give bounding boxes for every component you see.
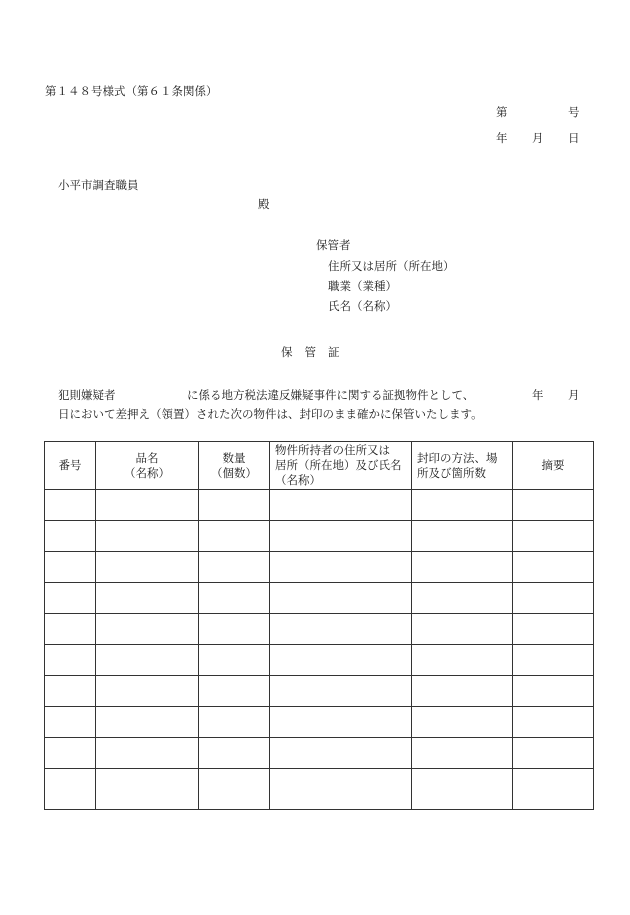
form-number: 第１４８号様式（第６１条関係）	[45, 84, 218, 98]
column-header-quantity: 数量 （個数）	[199, 442, 270, 490]
cell-owner	[270, 490, 412, 521]
table-body	[45, 490, 594, 810]
cell-item-name	[96, 769, 199, 810]
body-text-line1: に係る地方税法違反嫌疑事件に関する証拠物件として、	[187, 388, 475, 402]
cell-number	[45, 490, 96, 521]
document-title-char: 証	[328, 345, 342, 359]
column-header-seal-method: 封印の方法、場 所及び箇所数	[412, 442, 513, 490]
cell-number	[45, 645, 96, 676]
body-month-label: 月	[568, 388, 580, 402]
cell-quantity	[199, 769, 270, 810]
cell-quantity	[199, 552, 270, 583]
cell-number	[45, 738, 96, 769]
cell-item-name	[96, 614, 199, 645]
document-number-prefix: 第	[496, 105, 508, 119]
suspect-label: 犯則嫌疑者	[58, 388, 116, 402]
cell-remarks	[513, 583, 594, 614]
document-number-suffix: 号	[568, 105, 580, 119]
date-month-label: 月	[532, 131, 544, 145]
cell-owner	[270, 738, 412, 769]
cell-remarks	[513, 738, 594, 769]
cell-owner	[270, 552, 412, 583]
cell-owner	[270, 769, 412, 810]
cell-owner	[270, 614, 412, 645]
evidence-table	[44, 441, 594, 810]
cell-remarks	[513, 707, 594, 738]
date-day-label: 日	[568, 131, 580, 145]
cell-remarks	[513, 645, 594, 676]
document-title	[281, 347, 342, 359]
cell-seal-method	[412, 769, 513, 810]
honorific: 殿	[258, 197, 270, 211]
cell-remarks	[513, 490, 594, 521]
cell-item-name	[96, 552, 199, 583]
cell-number	[45, 583, 96, 614]
addressee: 小平市調査職員	[58, 178, 139, 192]
table-row	[45, 552, 594, 583]
cell-number	[45, 614, 96, 645]
cell-item-name	[96, 521, 199, 552]
custodian-name-label: 氏名（名称）	[328, 299, 397, 313]
cell-quantity	[199, 738, 270, 769]
cell-quantity	[199, 490, 270, 521]
column-header-item-name: 品名 （名称）	[96, 442, 199, 490]
cell-item-name	[96, 676, 199, 707]
cell-owner	[270, 676, 412, 707]
cell-quantity	[199, 614, 270, 645]
table-row	[45, 521, 594, 552]
cell-item-name	[96, 490, 199, 521]
cell-remarks	[513, 676, 594, 707]
custodian-occupation-label: 職業（業種）	[328, 279, 397, 293]
cell-owner	[270, 521, 412, 552]
cell-seal-method	[412, 552, 513, 583]
cell-remarks	[513, 521, 594, 552]
cell-seal-method	[412, 521, 513, 552]
date-year-label: 年	[496, 131, 508, 145]
cell-seal-method	[412, 707, 513, 738]
cell-number	[45, 707, 96, 738]
column-header-remarks: 摘要	[513, 442, 594, 490]
table-row	[45, 676, 594, 707]
cell-quantity	[199, 583, 270, 614]
cell-quantity	[199, 676, 270, 707]
cell-owner	[270, 645, 412, 676]
cell-remarks	[513, 614, 594, 645]
cell-number	[45, 676, 96, 707]
column-header-number: 番号	[45, 442, 96, 490]
cell-quantity	[199, 645, 270, 676]
body-year-label: 年	[532, 388, 544, 402]
cell-quantity	[199, 521, 270, 552]
cell-remarks	[513, 769, 594, 810]
cell-seal-method	[412, 583, 513, 614]
document-title-char: 保	[281, 345, 295, 359]
cell-number	[45, 769, 96, 810]
cell-seal-method	[412, 614, 513, 645]
cell-remarks	[513, 552, 594, 583]
cell-item-name	[96, 583, 199, 614]
cell-owner	[270, 583, 412, 614]
table-row	[45, 583, 594, 614]
table-row	[45, 645, 594, 676]
table-row	[45, 738, 594, 769]
document-title-char: 管	[304, 345, 318, 359]
cell-number	[45, 552, 96, 583]
cell-item-name	[96, 738, 199, 769]
cell-owner	[270, 707, 412, 738]
custodian-title: 保管者	[316, 238, 351, 252]
cell-number	[45, 521, 96, 552]
table-row	[45, 707, 594, 738]
custodian-address-label: 住所又は居所（所在地）	[328, 259, 455, 273]
cell-item-name	[96, 645, 199, 676]
table-row	[45, 614, 594, 645]
cell-seal-method	[412, 676, 513, 707]
cell-seal-method	[412, 490, 513, 521]
table-row	[45, 769, 594, 810]
cell-seal-method	[412, 645, 513, 676]
cell-item-name	[96, 707, 199, 738]
column-header-owner: 物件所持者の住所又は 居所（所在地）及び氏名 （名称）	[270, 442, 412, 490]
table-row	[45, 490, 594, 521]
cell-seal-method	[412, 738, 513, 769]
table-header-row	[45, 442, 594, 490]
cell-quantity	[199, 707, 270, 738]
body-text-line2: 日において差押え（領置）された次の物件は、封印のまま確かに保管いたします。	[58, 407, 483, 421]
